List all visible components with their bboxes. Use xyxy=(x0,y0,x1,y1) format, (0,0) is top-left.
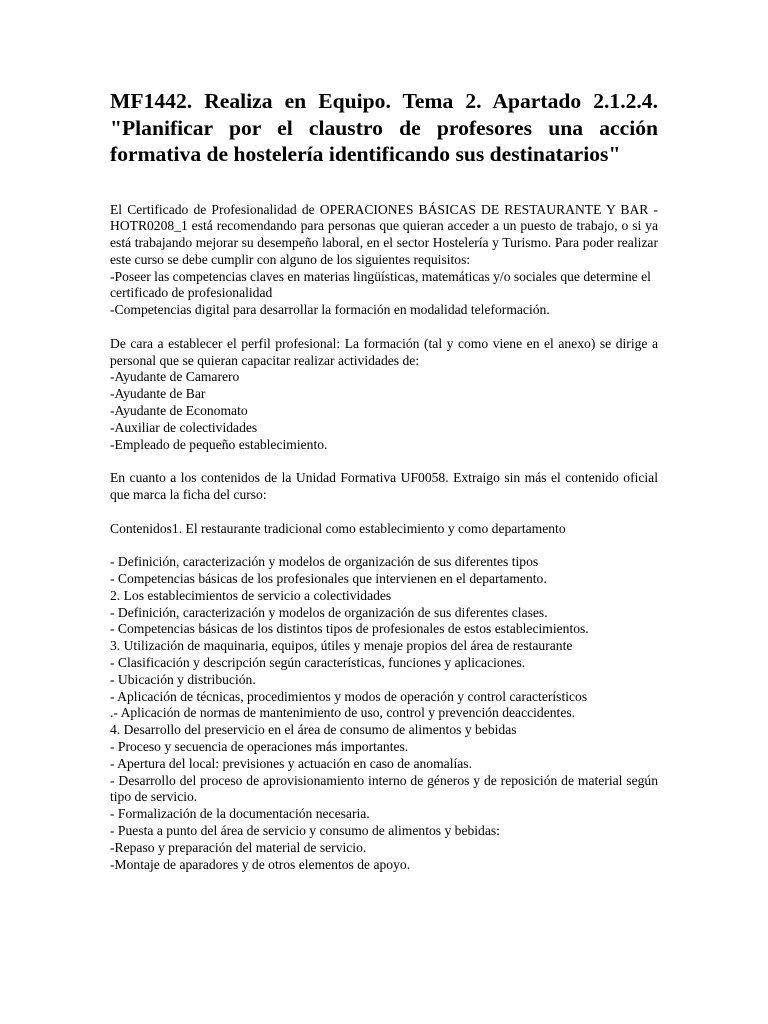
spacer xyxy=(110,504,658,521)
spacer xyxy=(110,453,658,470)
profile-item: -Empleado de pequeño establecimiento. xyxy=(110,436,328,452)
contents-section-heading: 2. Los establecimientos de servicio a colectividades xyxy=(110,587,392,603)
document-page xyxy=(110,88,658,873)
document-body xyxy=(110,202,658,874)
requirement-item: -Competencias digital para desarrollar la formación en modalidad teleformación. xyxy=(110,302,550,318)
contents-line: - Desarrollo del proceso de aprovisionamiento interno de géneros y de reposición de material según tipo de servicio. xyxy=(110,772,658,805)
spacer xyxy=(110,168,658,202)
contents-line: - Aplicación de técnicas, procedimientos y modos de operación y control característicos xyxy=(110,688,588,704)
contents-line: - Definición, caracterización y modelos de organización de sus diferentes tipos xyxy=(110,554,539,570)
contents-line: - Competencias básicas de los distintos tipos de profesionales de estos establecimientos. xyxy=(110,621,589,637)
contents-section-heading: 3. Utilización de maquinaria, equipos, útiles y menaje propios del área de restaurante xyxy=(110,638,573,654)
profile-paragraph: De cara a establecer el perfil profesional: La formación (tal y como viene en el anexo) se dirige a personal que se quieran capacitar realizar actividades de: xyxy=(110,335,658,368)
requirement-item: -Poseer las competencias claves en materias lingüísticas, matemáticas y/o sociales que determine el certificado de profesionalidad xyxy=(110,268,651,301)
contents-line: -Montaje de aparadores y de otros elementos de apoyo. xyxy=(110,856,411,872)
contents-line: -Repaso y preparación del material de servicio. xyxy=(110,839,367,855)
spacer xyxy=(110,319,658,336)
profile-item: -Ayudante de Bar xyxy=(110,386,206,402)
contents-line: - Puesta a punto del área de servicio y consumo de alimentos y bebidas: xyxy=(110,822,500,838)
contents-line: - Definición, caracterización y modelos de organización de sus diferentes clases. xyxy=(110,604,548,620)
profile-item: -Ayudante de Economato xyxy=(110,403,248,419)
contents-line: - Competencias básicas de los profesionales que intervienen en el departamento. xyxy=(110,571,547,587)
contents-line: - Formalización de la documentación necesaria. xyxy=(110,806,370,822)
contents-section-heading: 4. Desarrollo del preservicio en el área de consumo de alimentos y bebidas xyxy=(110,722,517,738)
document-title: MF1442. Realiza en Equipo. Tema 2. Apartado 2.1.2.4. "Planificar por el claustro de profesores una acción formativa de hostelería identificando sus destinatarios" xyxy=(110,89,658,166)
contents-line: - Proceso y secuencia de operaciones más importantes. xyxy=(110,739,409,754)
contents-line: .- Aplicación de normas de mantenimiento de uso, control y prevención deaccidentes. xyxy=(110,705,576,721)
spacer xyxy=(110,537,658,554)
contents-line: - Clasificación y descripción según características, funciones y aplicaciones. xyxy=(110,655,526,671)
profile-item: -Ayudante de Camarero xyxy=(110,369,240,385)
contents-line: - Apertura del local: previsiones y actuación en caso de anomalías. xyxy=(110,755,472,771)
contents-line: - Ubicación y distribución. xyxy=(110,671,256,687)
intro-paragraph: El Certificado de Profesionalidad de OPERACIONES BÁSICAS DE RESTAURANTE Y BAR - HOTR0208_1 está recomendando para personas que quieran acceder a un puesto de trabajo, o si ya está trabajando mejorar su desempeño laboral, en el sector Hostelería y Turismo. Para poder realizar este curso se debe cumplir con alguno de los siguientes requisitos: xyxy=(110,201,658,267)
contents-intro-paragraph: En cuanto a los contenidos de la Unidad Formativa UF0058. Extraigo sin más el contenido oficial que marca la ficha del curso: xyxy=(110,470,658,503)
contents-heading: Contenidos1. El restaurante tradicional como establecimiento y como departamento xyxy=(110,520,566,536)
profile-item: -Auxiliar de colectividades xyxy=(110,419,258,435)
